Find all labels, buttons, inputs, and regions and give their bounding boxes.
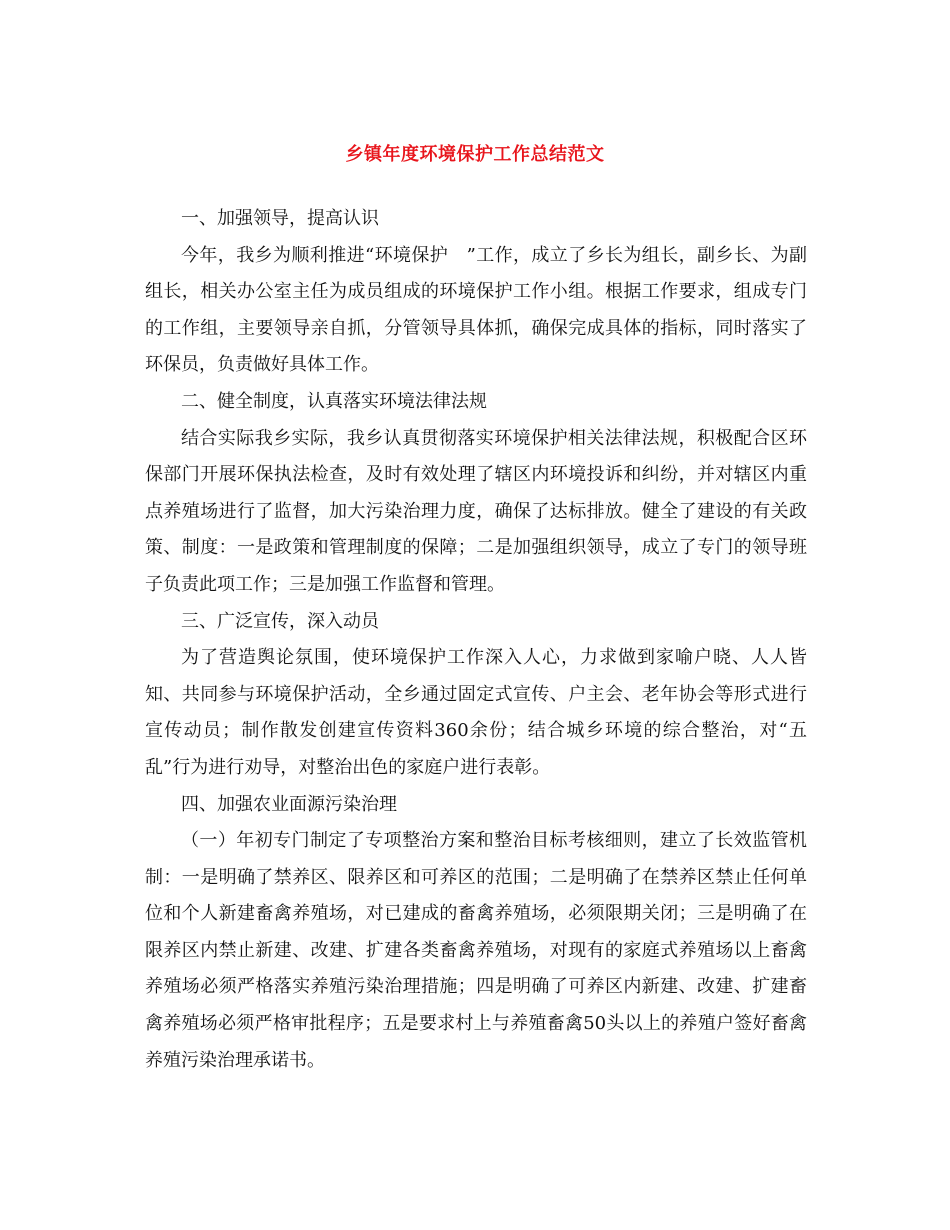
section-heading-1: 一、加强领导，提高认识: [181, 208, 379, 229]
paragraph-3: 为了营造舆论氛围，使环境保护工作深入人心，力求做到家喻户晓、人人皆知、共同参与环境保护活动，全乡通过固定式宣传、户主会、老年协会等形式进行宣传动员；制作散发创建宣传资料360余份；结合城乡环境的综合整治，对“五乱”行为进行劝导，对整治出色的家庭户进行表彰。: [145, 647, 807, 778]
document-body: [145, 201, 807, 1079]
section-heading-4: 四、加强农业面源污染治理: [181, 793, 397, 815]
paragraph-1: 今年，我乡为顺利推进“环境保护 ”工作，成立了乡长为组长，副乡长、为副组长，相关办公室主任为成员组成的环境保护工作小组。根据工作要求，组成专门的工作组，主要领导亲自抓，分管领导具体抓，确保完成具体的指标，同时落实了环保员，负责做好具体工作。: [145, 244, 807, 376]
paragraph-4: （一）年初专门制定了专项整治方案和整治目标考核细则，建立了长效监管机制：一是明确了禁养区、限养区和可养区的范围；二是明确了在禁养区禁止任何单位和个人新建畜禽养殖场，对已建成的畜禽养殖场，必须限期关闭；三是明确了在限养区内禁止新建、改建、扩建各类畜禽养殖场，对现有的家庭式养殖场以上畜禽养殖场必须严格落实养殖污染治理措施；四是明确了可养区内新建、改建、扩建畜禽养殖场必须严格审批程序；五是要求村上与养殖畜禽50头以上的养殖户签好畜禽养殖污染治理承诺书。: [145, 830, 807, 1071]
section-heading-3: 三、广泛宣传，深入动员: [181, 610, 379, 632]
paragraph-2: 结合实际我乡实际，我乡认真贯彻落实环境保护相关法律法规，积极配合区环保部门开展环保执法检查，及时有效处理了辖区内环境投诉和纠纷，并对辖区内重点养殖场进行了监督，加大污染治理力度，确保了达标排放。健全了建设的有关政策、制度：一是政策和管理制度的保障；二是加强组织领导，成立了专门的领导班子负责此项工作；三是加强工作监督和管理。: [145, 427, 807, 595]
section-heading-2: 二、健全制度，认真落实环境法律法规: [181, 390, 487, 412]
document-title: 乡镇年度环境保护工作总结范文: [345, 144, 605, 165]
